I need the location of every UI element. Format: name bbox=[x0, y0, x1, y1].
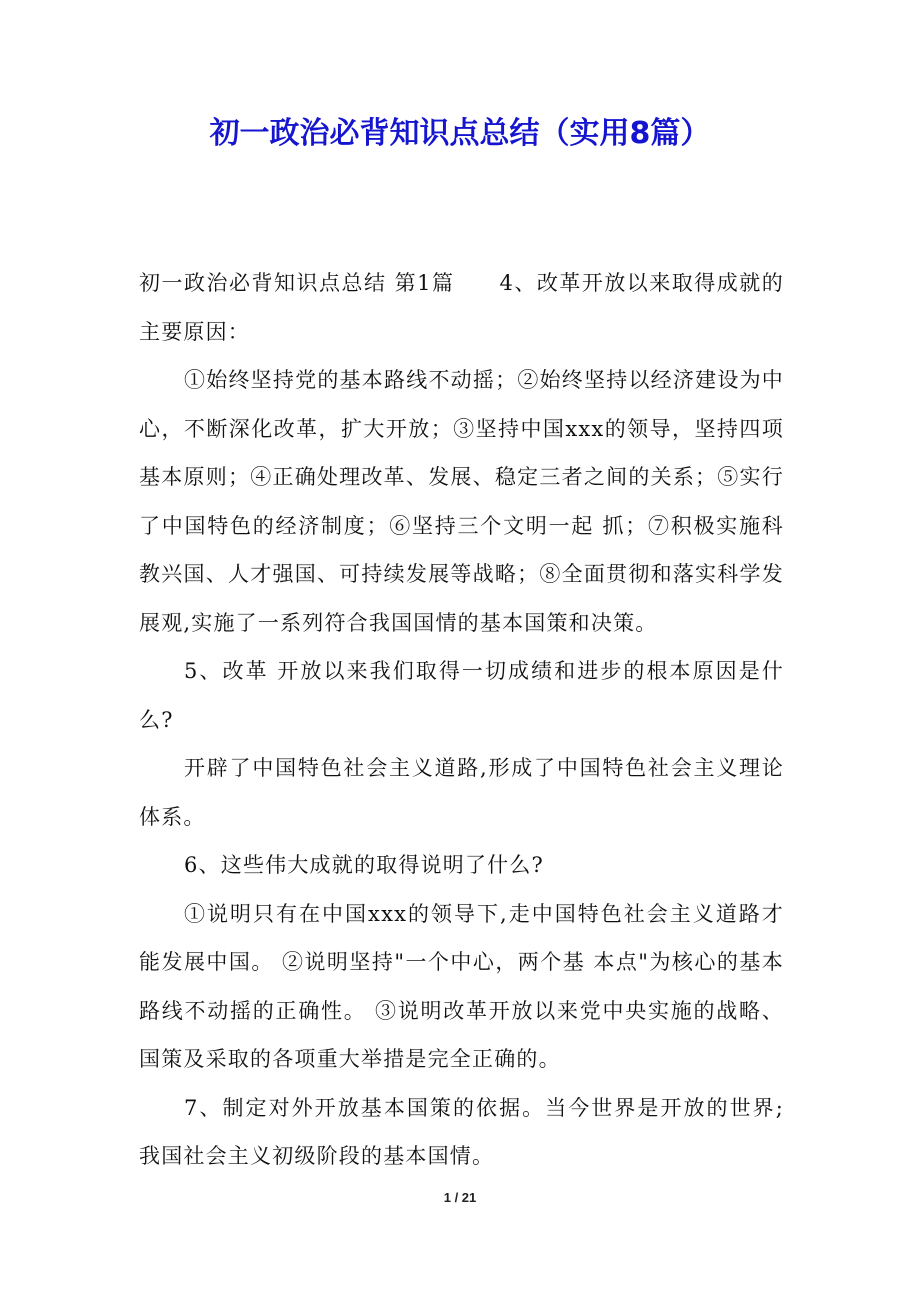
paragraph-2: ①始终坚持党的基本路线不动摇；②始终坚持以经济建设为中心，不断深化改革，扩大开放；③坚持中国xxx的领导，坚持四项基本原则；④正确处理改革、发展、稳定三者之间的关系；⑤实行了中国特色的经济制度；⑥坚持三个文明一起 抓；⑦积极实施科教兴国、人才强国、可持续发展等战略；⑧全面贯彻和落实科学发展观,实施了一系列符合我国国情的基本国策和决策。 bbox=[139, 368, 784, 635]
document-body bbox=[139, 259, 784, 1181]
document-title: 初一政治必背知识点总结（实用8篇） bbox=[209, 116, 711, 151]
paragraph-6: ①说明只有在中国xxx的领导下,走中国特色社会主义道路才能发展中国。 ②说明坚持"一个中心，两个基 本点"为核心的基本路线不动摇的正确性。 ③说明改革开放以来党中央实施的战略、国策及采取的各项重大举措是完全正确的。 bbox=[139, 901, 784, 1071]
paragraph-4: 开辟了中国特色社会主义道路,形成了中国特色社会主义理论体系。 bbox=[139, 756, 784, 829]
paragraph-7: 7、制定对外开放基本国策的依据。当今世界是开放的世界;我国社会主义初级阶段的基本国情。 bbox=[139, 1095, 784, 1168]
paragraph-5: 6、这些伟大成就的取得说明了什么? bbox=[184, 853, 545, 877]
page-indicator: 1 / 21 bbox=[443, 1190, 477, 1205]
paragraph-3: 5、改革 开放以来我们取得一切成绩和进步的根本原因是什么? bbox=[139, 659, 784, 732]
paragraph-1: 初一政治必背知识点总结 第1篇 4、改革开放以来取得成就的 主要原因： bbox=[139, 271, 784, 344]
